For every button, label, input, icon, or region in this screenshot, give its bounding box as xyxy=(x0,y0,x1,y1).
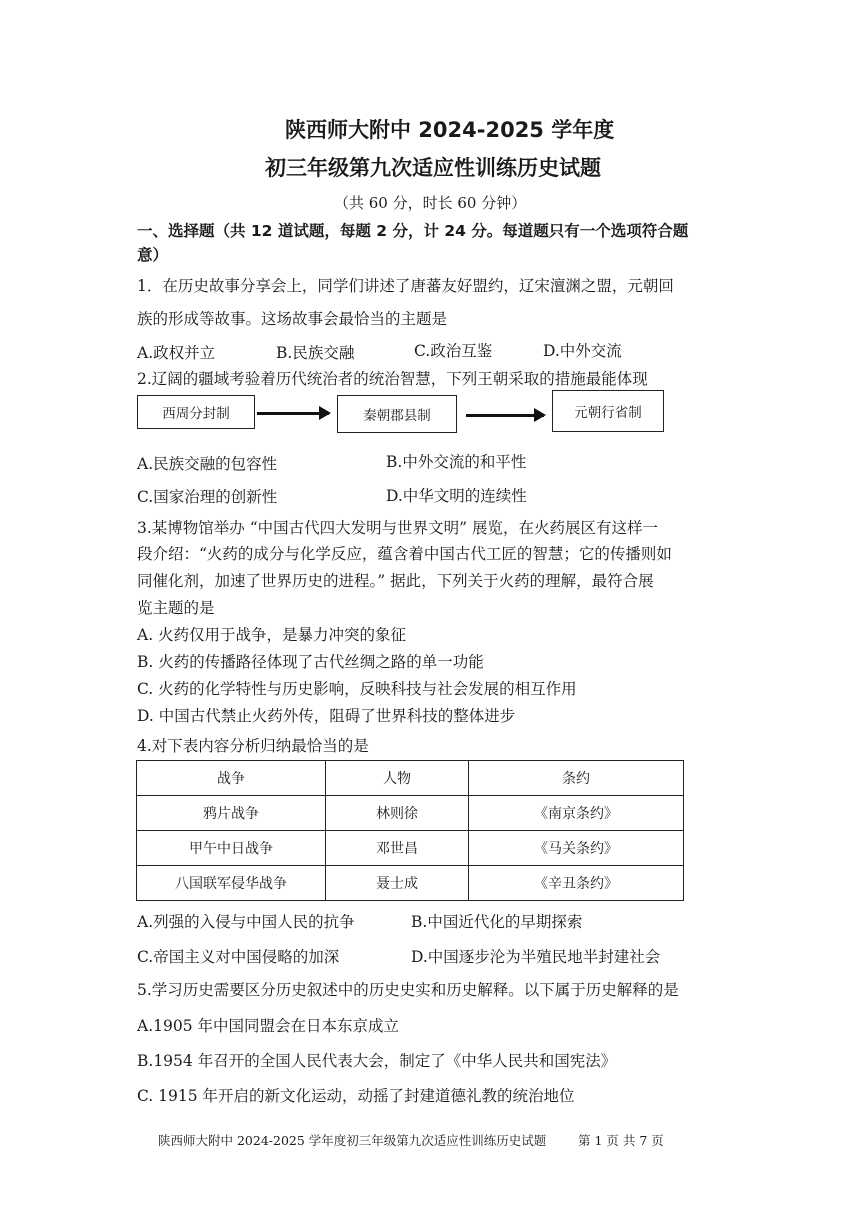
question-2-stem: 2.辽阔的疆域考验着历代统治者的统治智慧，下列王朝采取的措施最能体现 xyxy=(137,370,648,388)
page-title: 陕西师大附中 2024-2025 学年度 xyxy=(285,118,615,142)
table-cell: 林则徐 xyxy=(326,796,469,831)
history-table xyxy=(136,760,684,901)
question-4-option-d: D.中国逐步沦为半殖民地半封建社会 xyxy=(411,948,661,966)
question-3-option-b: B. 火药的传播路径体现了古代丝绸之路的单一功能 xyxy=(137,653,484,671)
question-2-option-d: D.中华文明的连续性 xyxy=(386,487,527,505)
flow-box-qin: 秦朝郡县制 xyxy=(337,395,457,433)
table-cell: 聂士成 xyxy=(326,866,469,901)
page-footer: 陕西师大附中 2024-2025 学年度初三年级第九次适应性训练历史试题 xyxy=(158,1133,547,1148)
question-5-option-c: C. 1915 年开启的新文化运动，动摇了封建道德礼教的统治地位 xyxy=(137,1087,575,1105)
table-cell: 《辛丑条约》 xyxy=(469,866,684,901)
flow-arrow-2 xyxy=(466,414,544,417)
table-cell: 《南京条约》 xyxy=(469,796,684,831)
table-header-person: 人物 xyxy=(326,761,469,796)
table-header-war: 战争 xyxy=(137,761,326,796)
question-1-option-b: B.民族交融 xyxy=(276,344,355,362)
question-5-option-a: A.1905 年中国同盟会在日本东京成立 xyxy=(137,1017,399,1035)
table-cell: 八国联军侵华战争 xyxy=(137,866,326,901)
table-cell: 《马关条约》 xyxy=(469,831,684,866)
question-3-option-d: D. 中国古代禁止火药外传，阻碍了世界科技的整体进步 xyxy=(137,707,516,725)
question-4-option-b: B.中国近代化的早期探索 xyxy=(411,913,583,931)
question-3-stem-cont-2: 同催化剂，加速了世界历史的进程。” 据此，下列关于火药的理解，最符合展 xyxy=(137,572,654,590)
question-2-option-b: B.中外交流的和平性 xyxy=(386,453,527,471)
table-row xyxy=(137,831,684,866)
section-heading: 一、选择题（共 12 道试题，每题 2 分，计 24 分。每道题只有一个选项符合题 xyxy=(137,222,689,240)
page-number: 第 1 页 共 7 页 xyxy=(578,1133,664,1148)
question-3-stem-cont-3: 览主题的是 xyxy=(137,599,215,617)
question-3-option-c: C. 火药的化学特性与历史影响，反映科技与社会发展的相互作用 xyxy=(137,680,577,698)
question-3-stem: 3.某博物馆举办 “中国古代四大发明与世界文明” 展览，在火药展区有这样一 xyxy=(137,519,658,537)
table-header-treaty: 条约 xyxy=(469,761,684,796)
question-1-option-a: A.政权并立 xyxy=(137,344,216,362)
flow-box-western-zhou: 西周分封制 xyxy=(137,395,255,429)
question-4-stem: 4.对下表内容分析归纳最恰当的是 xyxy=(137,737,369,755)
question-5-stem: 5.学习历史需要区分历史叙述中的历史史实和历史解释。以下属于历史解释的是 xyxy=(137,981,679,999)
question-3-option-a: A. 火药仅用于战争，是暴力冲突的象征 xyxy=(137,626,407,644)
question-1-option-d: D.中外交流 xyxy=(543,342,622,360)
flow-box-yuan: 元朝行省制 xyxy=(552,390,664,432)
question-4-option-a: A.列强的入侵与中国人民的抗争 xyxy=(137,913,355,931)
page-subtitle-title: 初三年级第九次适应性训练历史试题 xyxy=(265,156,601,180)
table-row xyxy=(137,796,684,831)
table-cell: 鸦片战争 xyxy=(137,796,326,831)
table-cell: 邓世昌 xyxy=(326,831,469,866)
section-heading-cont: 意） xyxy=(137,246,169,264)
question-3-stem-cont-1: 段介绍：“火药的成分与化学反应，蕴含着中国古代工匠的智慧；它的传播则如 xyxy=(137,545,672,563)
question-4-option-c: C.帝国主义对中国侵略的加深 xyxy=(137,948,340,966)
exam-info: （共 60 分，时长 60 分钟） xyxy=(334,194,527,212)
question-1-stem-cont: 族的形成等故事。这场故事会最恰当的主题是 xyxy=(137,310,448,328)
question-1-option-c: C.政治互鉴 xyxy=(414,342,493,360)
table-row xyxy=(137,866,684,901)
flow-arrow-1 xyxy=(257,412,329,415)
question-2-option-a: A.民族交融的包容性 xyxy=(137,455,278,473)
table-header-row xyxy=(137,761,684,796)
question-2-option-c: C.国家治理的创新性 xyxy=(137,488,278,506)
question-1-stem: 1．在历史故事分享会上，同学们讲述了唐蕃友好盟约，辽宋澶渊之盟，元朝回 xyxy=(137,277,674,295)
question-5-option-b: B.1954 年召开的全国人民代表大会，制定了《中华人民共和国宪法》 xyxy=(137,1052,617,1070)
table-cell: 甲午中日战争 xyxy=(137,831,326,866)
